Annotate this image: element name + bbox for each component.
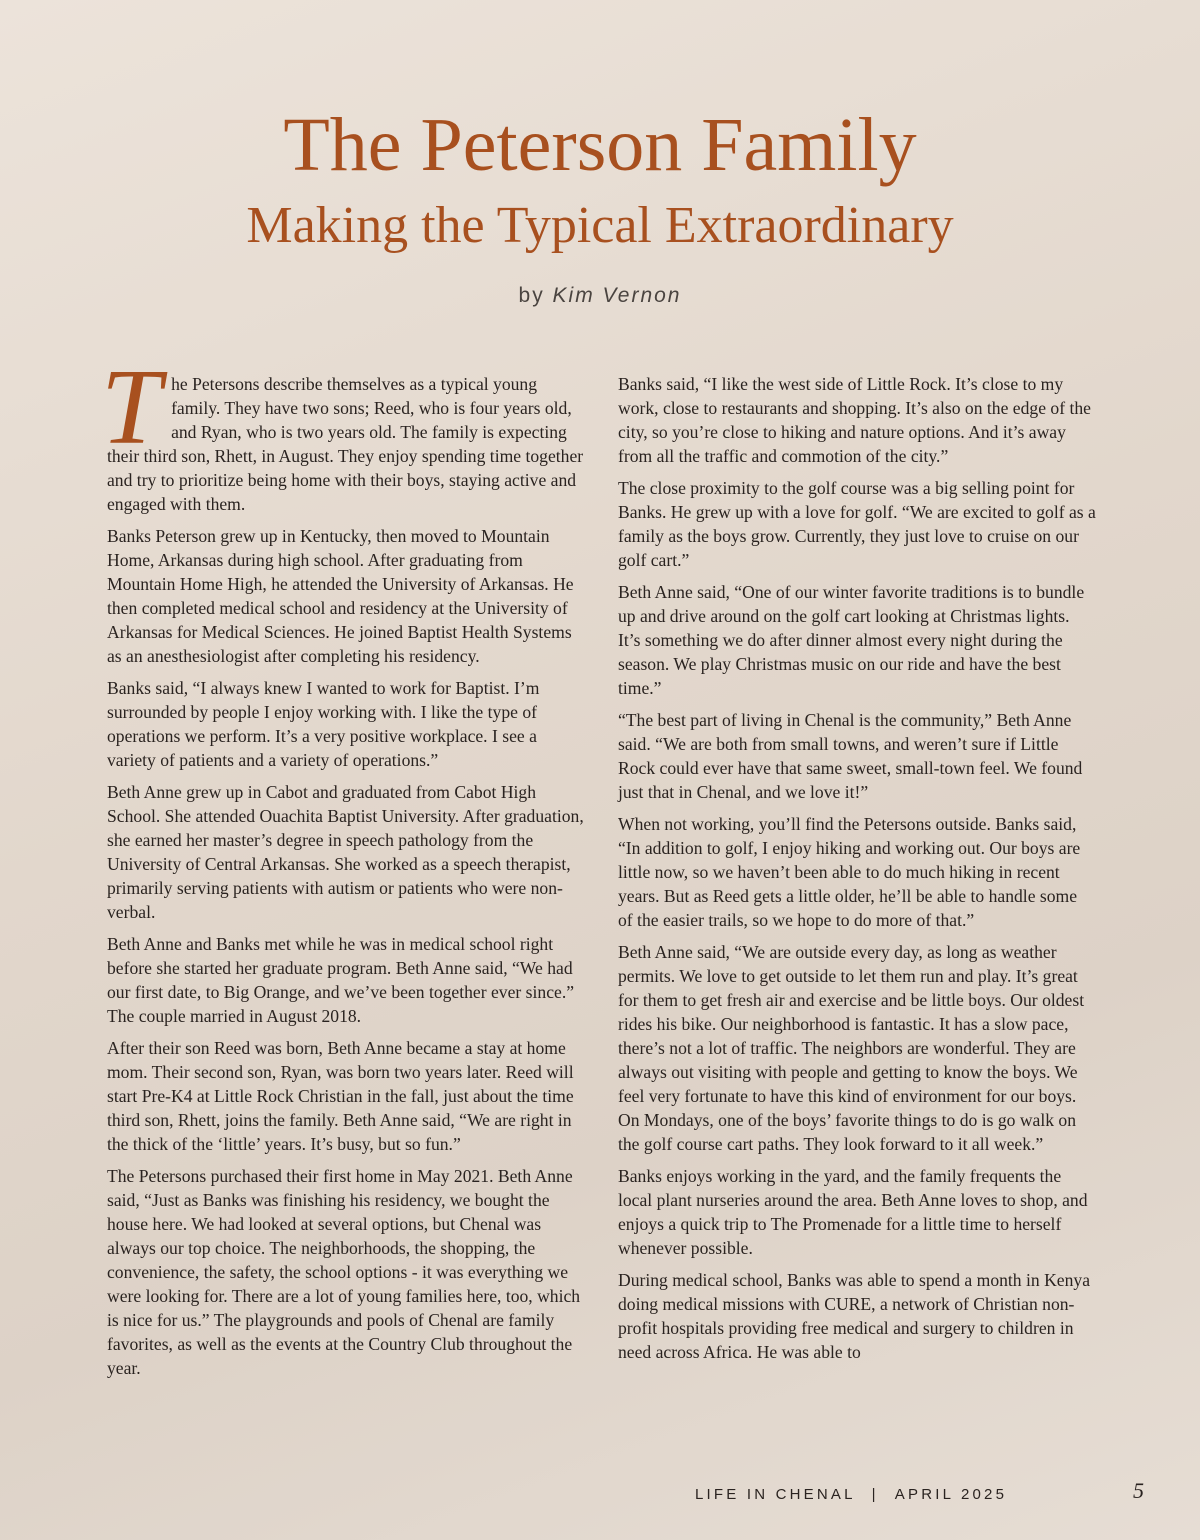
article-title: The Peterson Family	[283, 103, 917, 187]
publication-name: LIFE IN CHENAL	[695, 1486, 856, 1503]
article-paragraph: Beth Anne grew up in Cabot and graduated from Cabot High School. She attended Ouachita Baptist University. After graduation, she earned her master’s degree in speech pathology from the University of Central Arkansas. She worked as a speech therapist, primarily serving patients with autism or patients who were non-verbal.	[107, 782, 584, 922]
article-paragraph: During medical school, Banks was able to spend a month in Kenya doing medical missions with CURE, a network of Christian non-profit hospitals providing free medical and surgery to children in need across Africa. He was able to	[618, 1270, 1090, 1362]
article-paragraph: When not working, you’ll find the Petersons outside. Banks said, “In addition to golf, I enjoy hiking and working out. Our boys are little now, so we haven’t been able to do much hiking in recent years. But as Reed gets a little older, he’ll be able to handle some of the easier trails, so we hope to do more of that.”	[618, 814, 1081, 930]
article-paragraph: Banks Peterson grew up in Kentucky, then moved to Mountain Home, Arkansas during high school. After graduating from Mountain Home High, he attended the University of Arkansas. He then completed medical school and residency at the University of Arkansas for Medical Sciences. He joined Baptist Health Systems as an anesthesiologist after completing his residency.	[107, 526, 574, 666]
footer-separator: |	[871, 1486, 879, 1503]
article-paragraph: Banks said, “I always knew I wanted to work for Baptist. I’m surrounded by people I enjoy working with. I like the type of operations we perform. It’s a very positive workplace. I see a variety of patients and a variety of operations.”	[107, 678, 540, 770]
article-paragraph: Beth Anne and Banks met while he was in medical school right before she started her graduate program. Beth Anne said, “We had our first date, to Big Orange, and we’ve been together ever since.” The couple married in August 2018.	[107, 934, 575, 1026]
drop-cap: T	[101, 348, 162, 467]
article-column-left	[101, 348, 585, 1388]
article-paragraph: After their son Reed was born, Beth Anne became a stay at home mom. Their second son, Ryan, was born two years later. Reed will start Pre-K4 at Little Rock Christian in the fall, just about the time third son, Rhett, joins the family. Beth Anne said, “We are right in the thick of the ‘little’ years. It’s busy, but so fun.”	[107, 1038, 574, 1154]
article-column-right	[618, 372, 1096, 1372]
article-paragraph: Banks enjoys working in the yard, and the family frequents the local plant nurseries around the area. Beth Anne loves to shop, and enjoys a quick trip to The Promenade for a little time to herself whenever possible.	[618, 1166, 1088, 1258]
article-paragraph: The Petersons purchased their first home in May 2021. Beth Anne said, “Just as Banks was finishing his residency, we bought the house here. We had looked at several options, but Chenal was always our top choice. The neighborhoods, the shopping, the convenience, the safety, the school options - it was everything we were looking for. There are a lot of young families here, too, which is nice for us.” The playgrounds and pools of Chenal are family favorites, as well as the events at the Country Club throughout the year.	[107, 1166, 581, 1378]
article-paragraph: “The best part of living in Chenal is the community,” Beth Anne said. “We are both from small towns, and weren’t sure if Little Rock could ever have that same sweet, small-town feel. We found just that in Chenal, and we love it!”	[618, 710, 1083, 802]
issue-date: APRIL 2025	[894, 1486, 1008, 1503]
article-paragraph	[101, 348, 585, 516]
article-subtitle: Making the Typical Extraordinary	[246, 197, 954, 254]
byline	[0, 284, 1200, 308]
article-paragraph: Beth Anne said, “We are outside every day, as long as weather permits. We love to get outside to let them run and play. It’s great for them to get fresh air and exercise and be little boys. Our oldest rides his bike. Our neighborhood is fantastic. It has a slow pace, there’s not a lot of traffic. The neighbors are wonderful. They are always out visiting with people and getting to know the boys. We feel very fortunate to have this kind of environment for our boys. On Mondays, one of the boys’ favorite things to do is go walk on the golf course cart paths. They look forward to it all week.”	[618, 942, 1085, 1154]
page-number: 5	[1133, 1478, 1144, 1503]
author-name: Kim Vernon	[552, 284, 682, 307]
article-paragraph: The close proximity to the golf course was a big selling point for Banks. He grew up with a love for golf. “We are excited to golf as a family as the boys grow. Currently, they just love to cruise on our golf cart.”	[618, 478, 1096, 570]
article-paragraph: Banks said, “I like the west side of Little Rock. It’s close to my work, close to restaurants and shopping. It’s also on the edge of the city, so you’re close to hiking and nature options. And it’s away from all the traffic and commotion of the city.”	[618, 374, 1091, 466]
article-paragraph: Beth Anne said, “One of our winter favorite traditions is to bundle up and drive around on the golf cart looking at Christmas lights. It’s something we do after dinner almost every night during the season. We play Christmas music on our ride and have the best time.”	[618, 582, 1085, 698]
byline-prefix: by	[518, 284, 545, 307]
page-footer	[695, 1486, 1007, 1503]
paragraph-text: he Petersons describe themselves as a typical young family. They have two sons; Reed, who is four years old, and Ryan, who is two years old. The family is expecting their third son, Rhett, in August. They enjoy spending time together and try to prioritize being home with their boys, staying active and engaged with them.	[107, 374, 584, 514]
